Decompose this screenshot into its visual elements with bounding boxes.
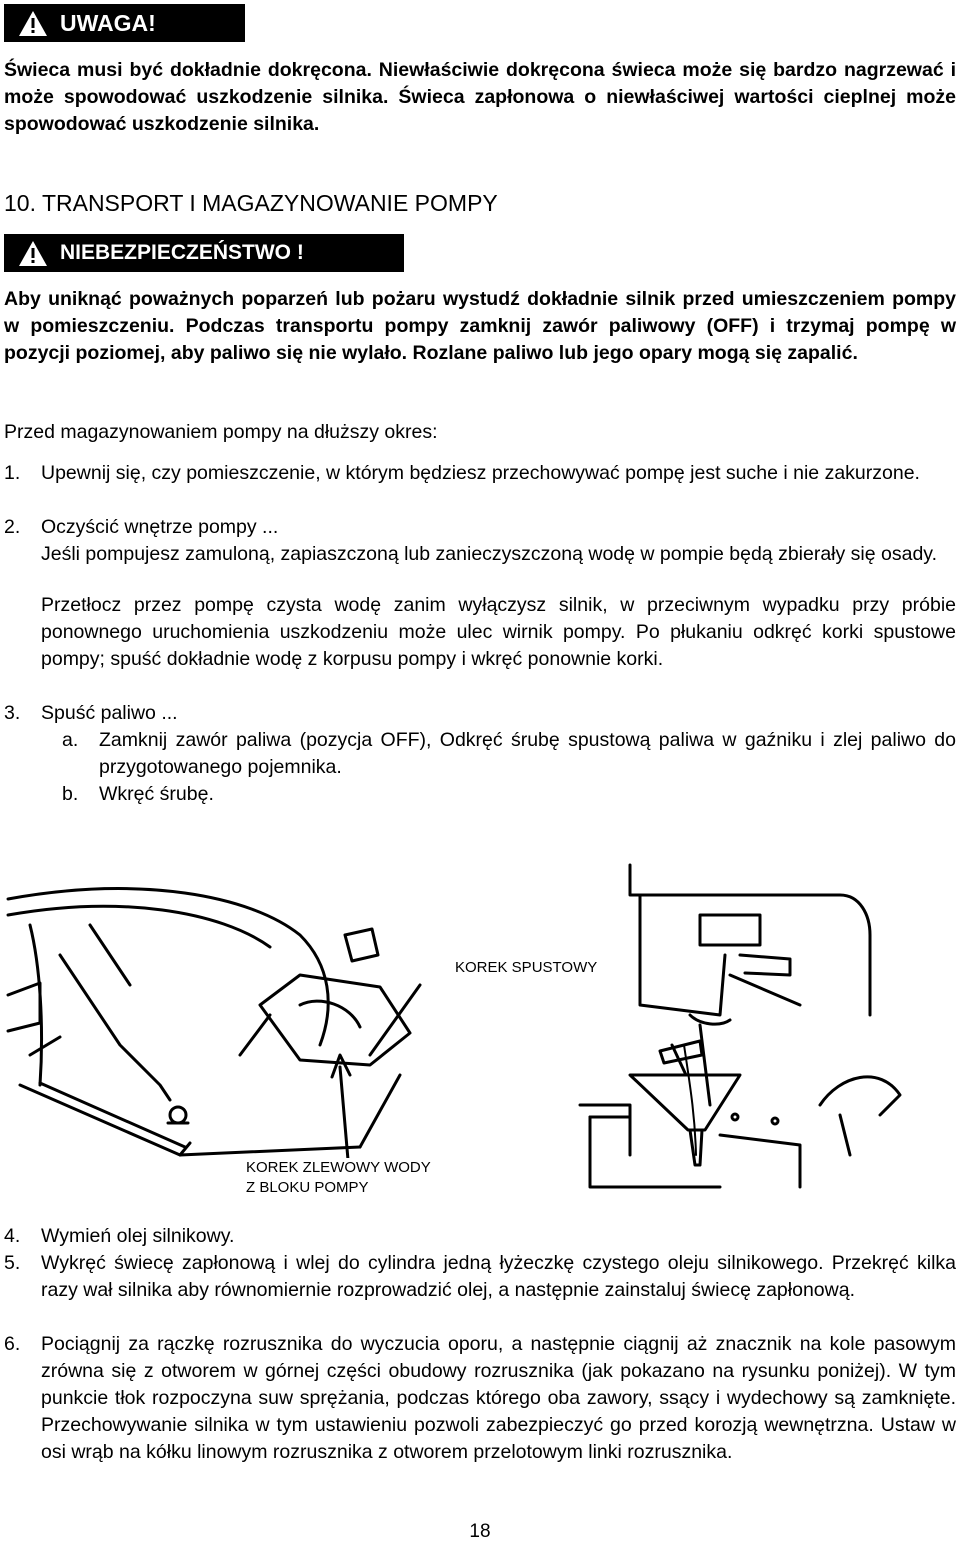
warning-triangle-icon [18, 10, 48, 37]
page-number: 18 [469, 1521, 491, 1542]
warning-banner-label: UWAGA! [60, 9, 156, 36]
list-item-number: 1. [4, 462, 21, 484]
drain-plug-label: KOREK SPUSTOWY [455, 959, 598, 976]
sub-list-item-letter: a. [62, 729, 79, 751]
danger-banner [4, 234, 404, 272]
pump-line-drawing [0, 855, 960, 1215]
list-item-text: Przetłocz przez pompę czysta wodę zanim wyłączysz silnik, w przeciwnym wypadku przy próbie ponownego uruchomienia uszkodzeniu może ulec wirnik pompy. Po płukaniu odkręć korki spustowe pompy; spuść dokładnie wodę z korpusu pompy i wkręć ponownie korki. [41, 594, 956, 670]
warning-text: Świeca musi być dokładnie dokręcona. Niewłaściwie dokręcona świeca może się bardzo nagrzewać i może spowodować uszkodzenie silnika. Świeca zapłonowa o niewłaściwej wartości cieplnej może spowodować uszkodzenie silnika. [4, 59, 956, 135]
list-item-text: Pociągnij za rączkę rozrusznika do wyczucia oporu, a następnie ciągnij aż znacznik na kole pasowym zrówna się z otworem w górnej części obudowy rozrusznika (jak pokazano na rysunku poniżej). W tym punkcie tłok rozpoczyna suw sprężania, podczas którego oba zawory, ssący i wydechowy są zamknięte. Przechowywanie silnika w tym ustawieniu pozwoli zabezpieczyć go przed korozją wewnętrzna. Ustaw w osi wrąb na kółku linowym rozrusznika z otworem przelotowym linki rozrusznika. [41, 1333, 956, 1463]
list-item-number: 3. [4, 702, 21, 724]
danger-text: Aby uniknąć poważnych poparzeń lub pożaru wystudź dokładnie silnik przed umieszczeniem pompy w pomieszczeniu. Podczas transportu pompy zamknij zawór paliwowy (OFF) i trzymaj pompę w pozycji poziomej, aby paliwo się nie wylało. Rozlane paliwo lub jego opary mogą się zapalić. [4, 288, 956, 364]
warning-triangle-icon [18, 240, 48, 267]
sub-list-item-letter: b. [62, 783, 79, 805]
list-item-number: 2. [4, 516, 21, 538]
list-item-number: 5. [4, 1252, 21, 1274]
water-plug-label-line2: Z BLOKU POMPY [246, 1179, 369, 1196]
warning-banner [4, 4, 245, 42]
danger-banner-label: NIEBEZPIECZEŃSTWO ! [60, 241, 304, 264]
list-item-text: Upewnij się, czy pomieszczenie, w którym będziesz przechowywać pompę jest suche i nie zakurzone. [41, 462, 920, 484]
storage-intro: Przed magazynowaniem pompy na dłuższy okres: [4, 421, 438, 443]
list-item-number: 4. [4, 1225, 21, 1247]
list-item-text: Jeśli pompujesz zamuloną, zapiaszczoną lub zanieczyszczoną wodę w pompie będą zbierały się osady. [41, 543, 938, 565]
water-plug-label-line1: KOREK ZLEWOWY WODY [246, 1159, 431, 1176]
sub-list-item-text: Zamknij zawór paliwa (pozycja OFF), Odkręć śrubę spustową paliwa w gaźniku i zlej paliwo do przygotowanego pojemnika. [99, 729, 956, 778]
sub-list-item-text: Wkręć śrubę. [99, 783, 214, 805]
list-item-text: Oczyścić wnętrze pompy ... [41, 516, 279, 538]
list-item-text: Spuść paliwo ... [41, 702, 178, 724]
section-heading: 10. TRANSPORT I MAGAZYNOWANIE POMPY [4, 190, 498, 216]
drain-plugs-illustration [0, 855, 960, 1215]
list-item-text: Wymień olej silnikowy. [41, 1225, 235, 1247]
list-item-number: 6. [4, 1333, 21, 1355]
list-item-text: Wykręć świecę zapłonową i wlej do cylindra jedną łyżeczkę czystego oleju silnikowego. Przekręć kilka razy wał silnika aby równomiernie rozprowadzić olej, a następnie zainstaluj świecę zapłonową. [41, 1252, 956, 1301]
